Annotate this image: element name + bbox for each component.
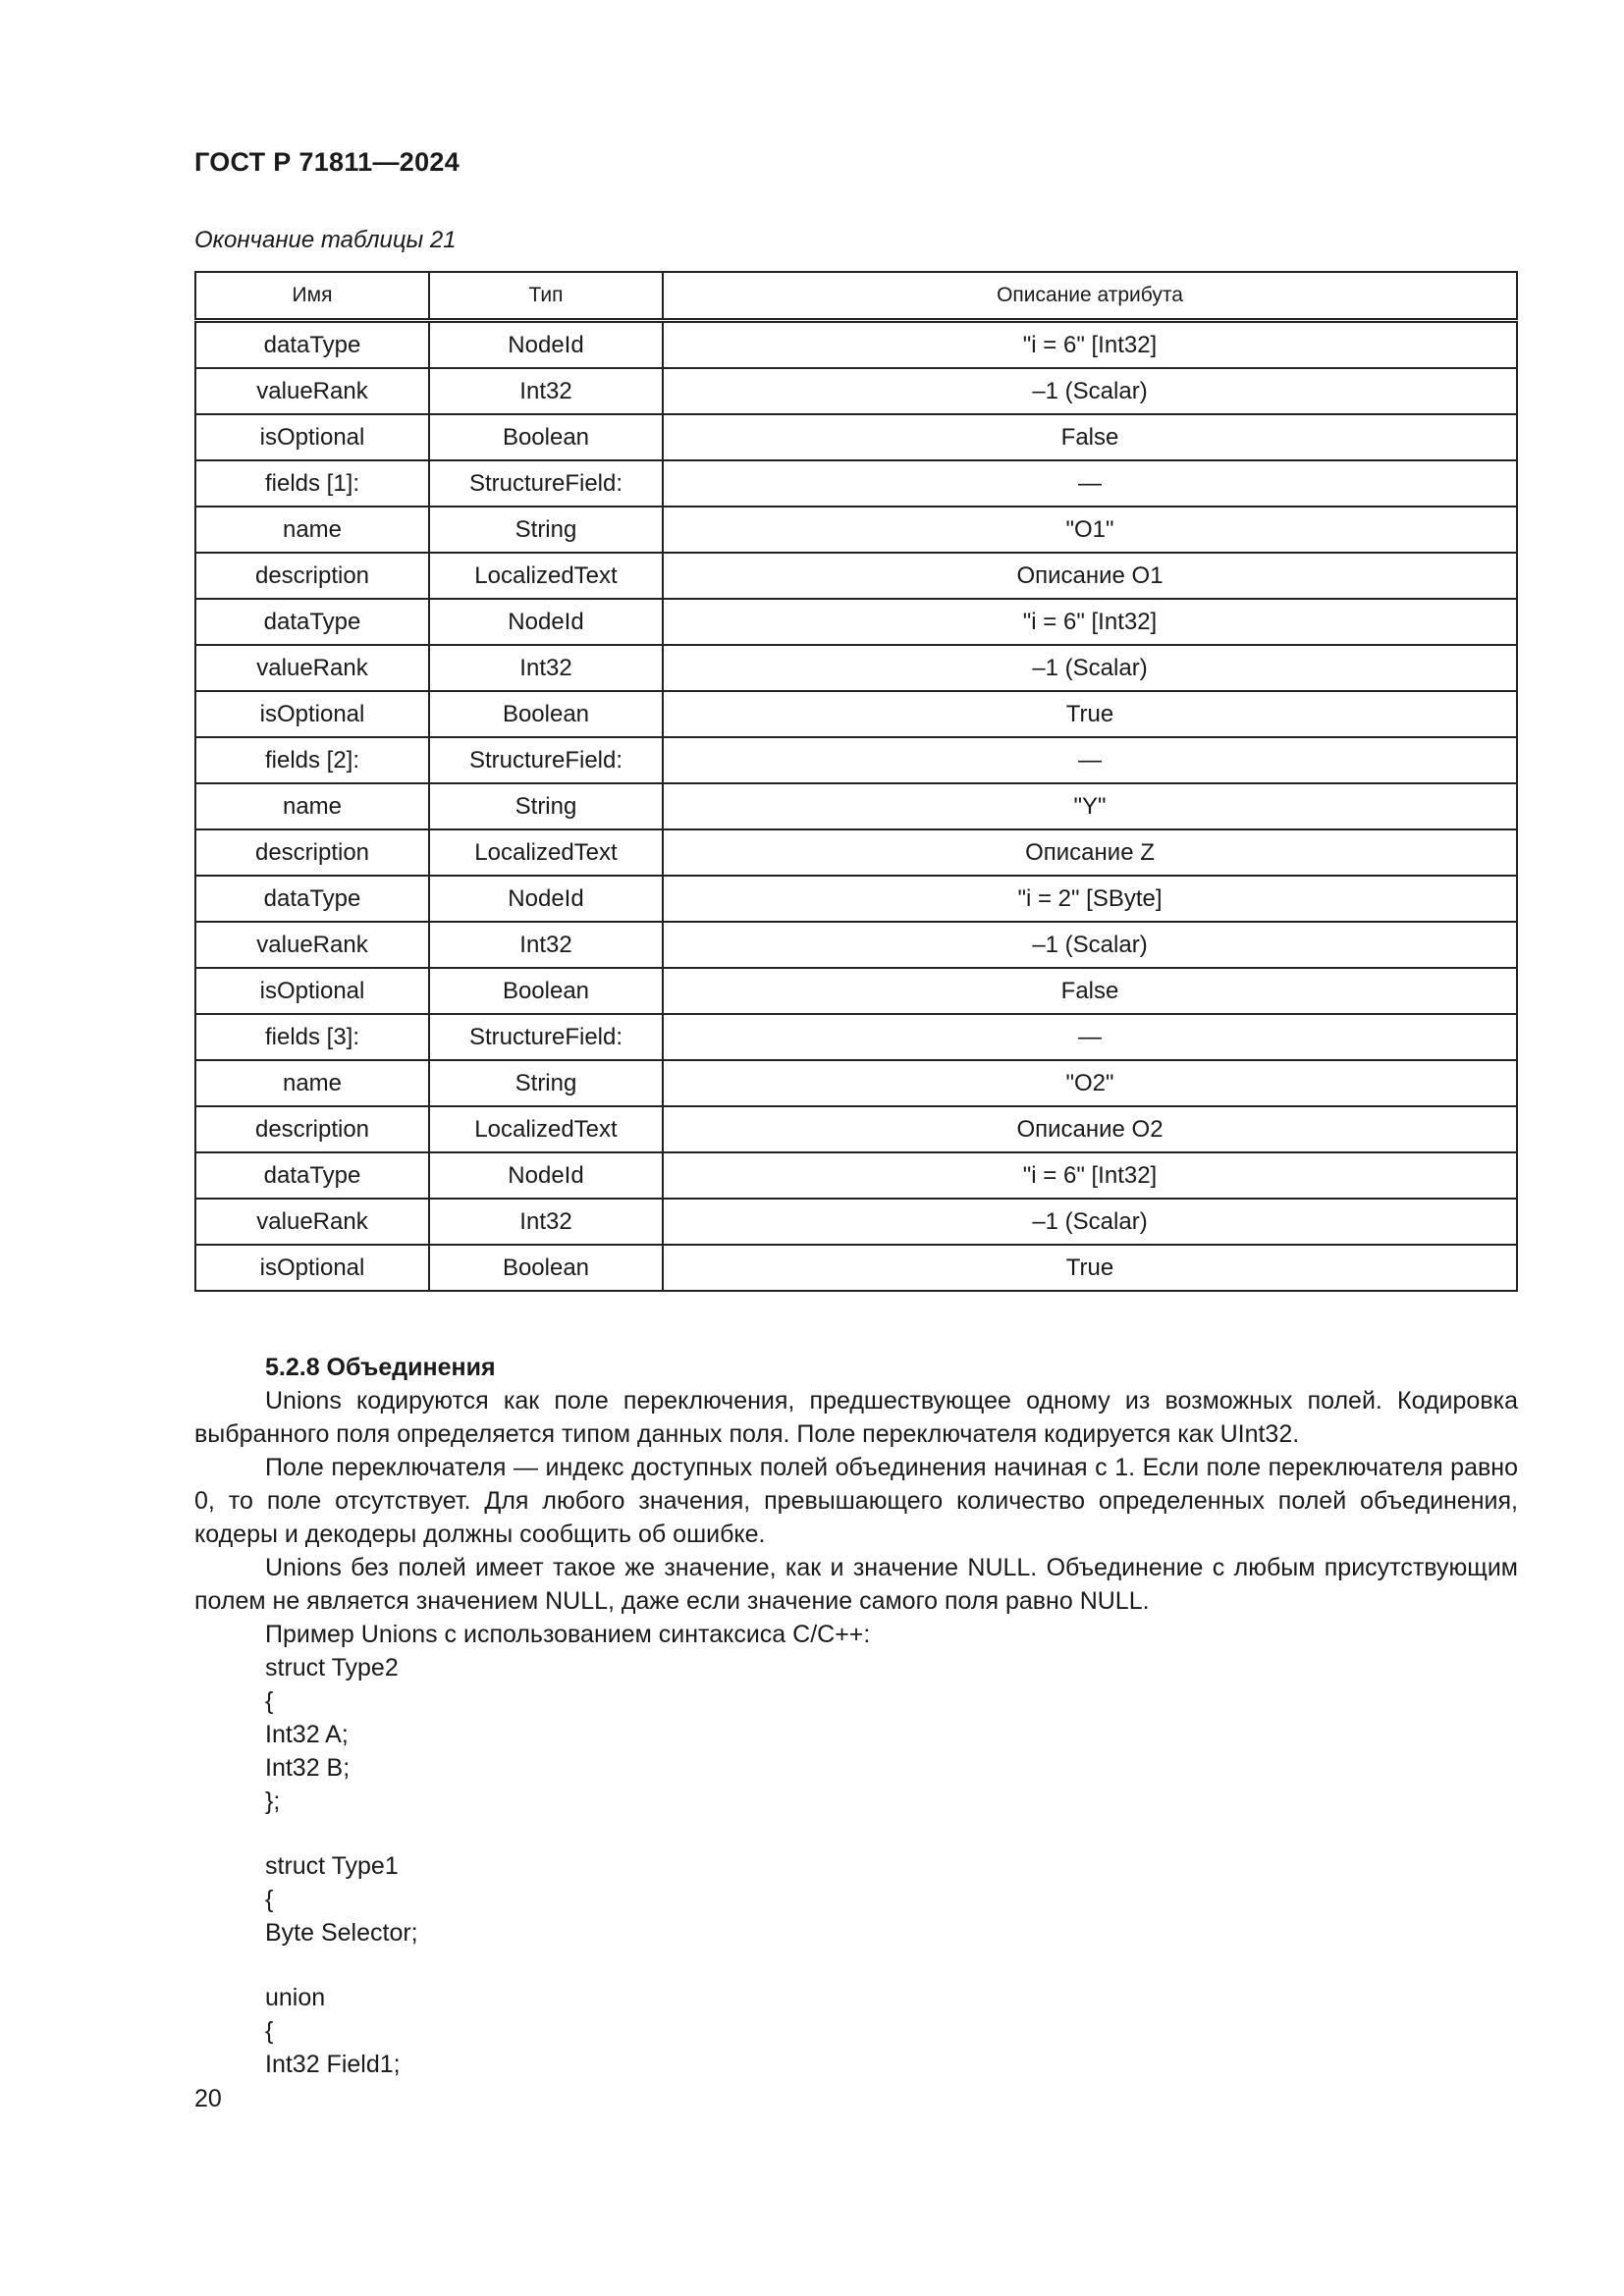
table-row (195, 1060, 1517, 1106)
cell-description: "i = 2" [SByte] (663, 876, 1517, 922)
cell-type: String (429, 1060, 663, 1106)
cell-type: StructureField: (429, 460, 663, 507)
table-row (195, 783, 1517, 829)
cell-description: True (663, 1245, 1517, 1291)
table-header-row (195, 272, 1517, 321)
code-line: Int32 A; (265, 1721, 349, 1748)
cell-type: NodeId (429, 1152, 663, 1199)
cell-description: "i = 6" [Int32] (663, 321, 1517, 369)
cell-name: valueRank (195, 368, 429, 414)
cell-description: –1 (Scalar) (663, 368, 1517, 414)
table-row (195, 1106, 1517, 1152)
cell-type: Int32 (429, 645, 663, 691)
cell-name: name (195, 507, 429, 553)
cell-type: NodeId (429, 321, 663, 369)
table-row (195, 321, 1517, 369)
cell-description: –1 (Scalar) (663, 1199, 1517, 1245)
cell-description: False (663, 414, 1517, 460)
cell-description: "O2" (663, 1060, 1517, 1106)
paragraph-example-intro: Пример Unions с использованием синтаксиса C/C++: (265, 1621, 871, 1648)
cell-description: — (663, 460, 1517, 507)
code-line: { (265, 1886, 274, 1913)
code-line: Byte Selector; (265, 1919, 418, 1947)
cell-description: –1 (Scalar) (663, 645, 1517, 691)
cell-type: String (429, 783, 663, 829)
cell-type: LocalizedText (429, 1106, 663, 1152)
cell-type: Boolean (429, 691, 663, 737)
cell-name: dataType (195, 599, 429, 645)
cell-name: isOptional (195, 968, 429, 1014)
table-row (195, 1152, 1517, 1199)
cell-type: StructureField: (429, 737, 663, 783)
table-row (195, 1014, 1517, 1060)
table-row (195, 876, 1517, 922)
cell-type: Int32 (429, 1199, 663, 1245)
table-row (195, 599, 1517, 645)
cell-name: name (195, 1060, 429, 1106)
table-row (195, 460, 1517, 507)
cell-name: description (195, 553, 429, 599)
table-row (195, 414, 1517, 460)
code-line: Int32 B; (265, 1754, 351, 1782)
column-header-type: Тип (429, 272, 663, 321)
cell-type: NodeId (429, 876, 663, 922)
cell-type: Int32 (429, 368, 663, 414)
cell-type: Boolean (429, 968, 663, 1014)
cell-description: — (663, 737, 1517, 783)
code-line: struct Type1 (265, 1852, 399, 1880)
cell-name: fields [3]: (195, 1014, 429, 1060)
table-caption: Окончание таблицы 21 (194, 227, 457, 253)
table-row (195, 691, 1517, 737)
page-number: 20 (194, 2085, 222, 2112)
table-row (195, 737, 1517, 783)
table-row (195, 829, 1517, 876)
section-body (194, 1351, 1518, 2081)
cell-type: NodeId (429, 599, 663, 645)
section-heading: 5.2.8 Объединения (265, 1354, 496, 1381)
cell-name: dataType (195, 321, 429, 369)
table-row (195, 1199, 1517, 1245)
cell-description: "O1" (663, 507, 1517, 553)
table-row (195, 368, 1517, 414)
table-row (195, 645, 1517, 691)
cell-name: description (195, 1106, 429, 1152)
cell-description: Описание Z (663, 829, 1517, 876)
cell-name: isOptional (195, 691, 429, 737)
cell-type: Int32 (429, 922, 663, 968)
cell-description: "i = 6" [Int32] (663, 1152, 1517, 1199)
cell-type: StructureField: (429, 1014, 663, 1060)
table-row (195, 1245, 1517, 1291)
cell-type: Boolean (429, 1245, 663, 1291)
cell-description: Описание O2 (663, 1106, 1517, 1152)
table-row (195, 922, 1517, 968)
code-line: struct Type2 (265, 1654, 399, 1682)
column-header-name: Имя (195, 272, 429, 321)
table-row (195, 553, 1517, 599)
paragraph-unions-encoding: Unions кодируются как поле переключения, предшествующее одному из возможных полей. Кодировка выбранного поля определяется типом данных поля. Поле переключателя кодируется как UInt32. (194, 1387, 1518, 1448)
code-line: { (265, 2017, 274, 2045)
attributes-table (194, 271, 1518, 1292)
cell-description: True (663, 691, 1517, 737)
cell-description: –1 (Scalar) (663, 922, 1517, 968)
cell-description: Описание O1 (663, 553, 1517, 599)
cell-type: LocalizedText (429, 553, 663, 599)
cell-name: valueRank (195, 645, 429, 691)
cell-description: False (663, 968, 1517, 1014)
cell-name: isOptional (195, 414, 429, 460)
table-row (195, 968, 1517, 1014)
code-line (265, 1818, 1518, 1849)
cell-name: dataType (195, 876, 429, 922)
paragraph-switch-field: Поле переключателя — индекс доступных полей объединения начиная с 1. Если поле переключателя равно 0, то поле отсутствует. Для любого значения, превышающего количество определенных полей объединения, кодеры и декодеры должны сообщить об ошибке. (194, 1454, 1518, 1548)
cell-name: valueRank (195, 1199, 429, 1245)
cell-name: isOptional (195, 1245, 429, 1291)
cell-type: Boolean (429, 414, 663, 460)
cell-name: valueRank (195, 922, 429, 968)
cell-name: fields [1]: (195, 460, 429, 507)
document-code-header: ГОСТ Р 71811—2024 (194, 147, 460, 177)
code-line: }; (265, 1788, 281, 1815)
code-example (194, 1651, 1518, 2081)
code-line: { (265, 1687, 274, 1715)
cell-name: fields [2]: (195, 737, 429, 783)
code-line: union (265, 1984, 326, 2011)
cell-description: "i = 6" [Int32] (663, 599, 1517, 645)
code-line: Int32 Field1; (265, 2051, 401, 2078)
cell-type: LocalizedText (429, 829, 663, 876)
cell-name: dataType (195, 1152, 429, 1199)
paragraph-null-unions: Unions без полей имеет такое же значение, как и значение NULL. Объединение с любым присутствующим полем не является значением NULL, даже если значение самого поля равно NULL. (194, 1554, 1518, 1615)
cell-name: name (195, 783, 429, 829)
table-row (195, 507, 1517, 553)
cell-description: "Y" (663, 783, 1517, 829)
cell-description: — (663, 1014, 1517, 1060)
column-header-description: Описание атрибута (663, 272, 1517, 321)
cell-name: description (195, 829, 429, 876)
code-line (265, 1949, 1518, 1981)
cell-type: String (429, 507, 663, 553)
